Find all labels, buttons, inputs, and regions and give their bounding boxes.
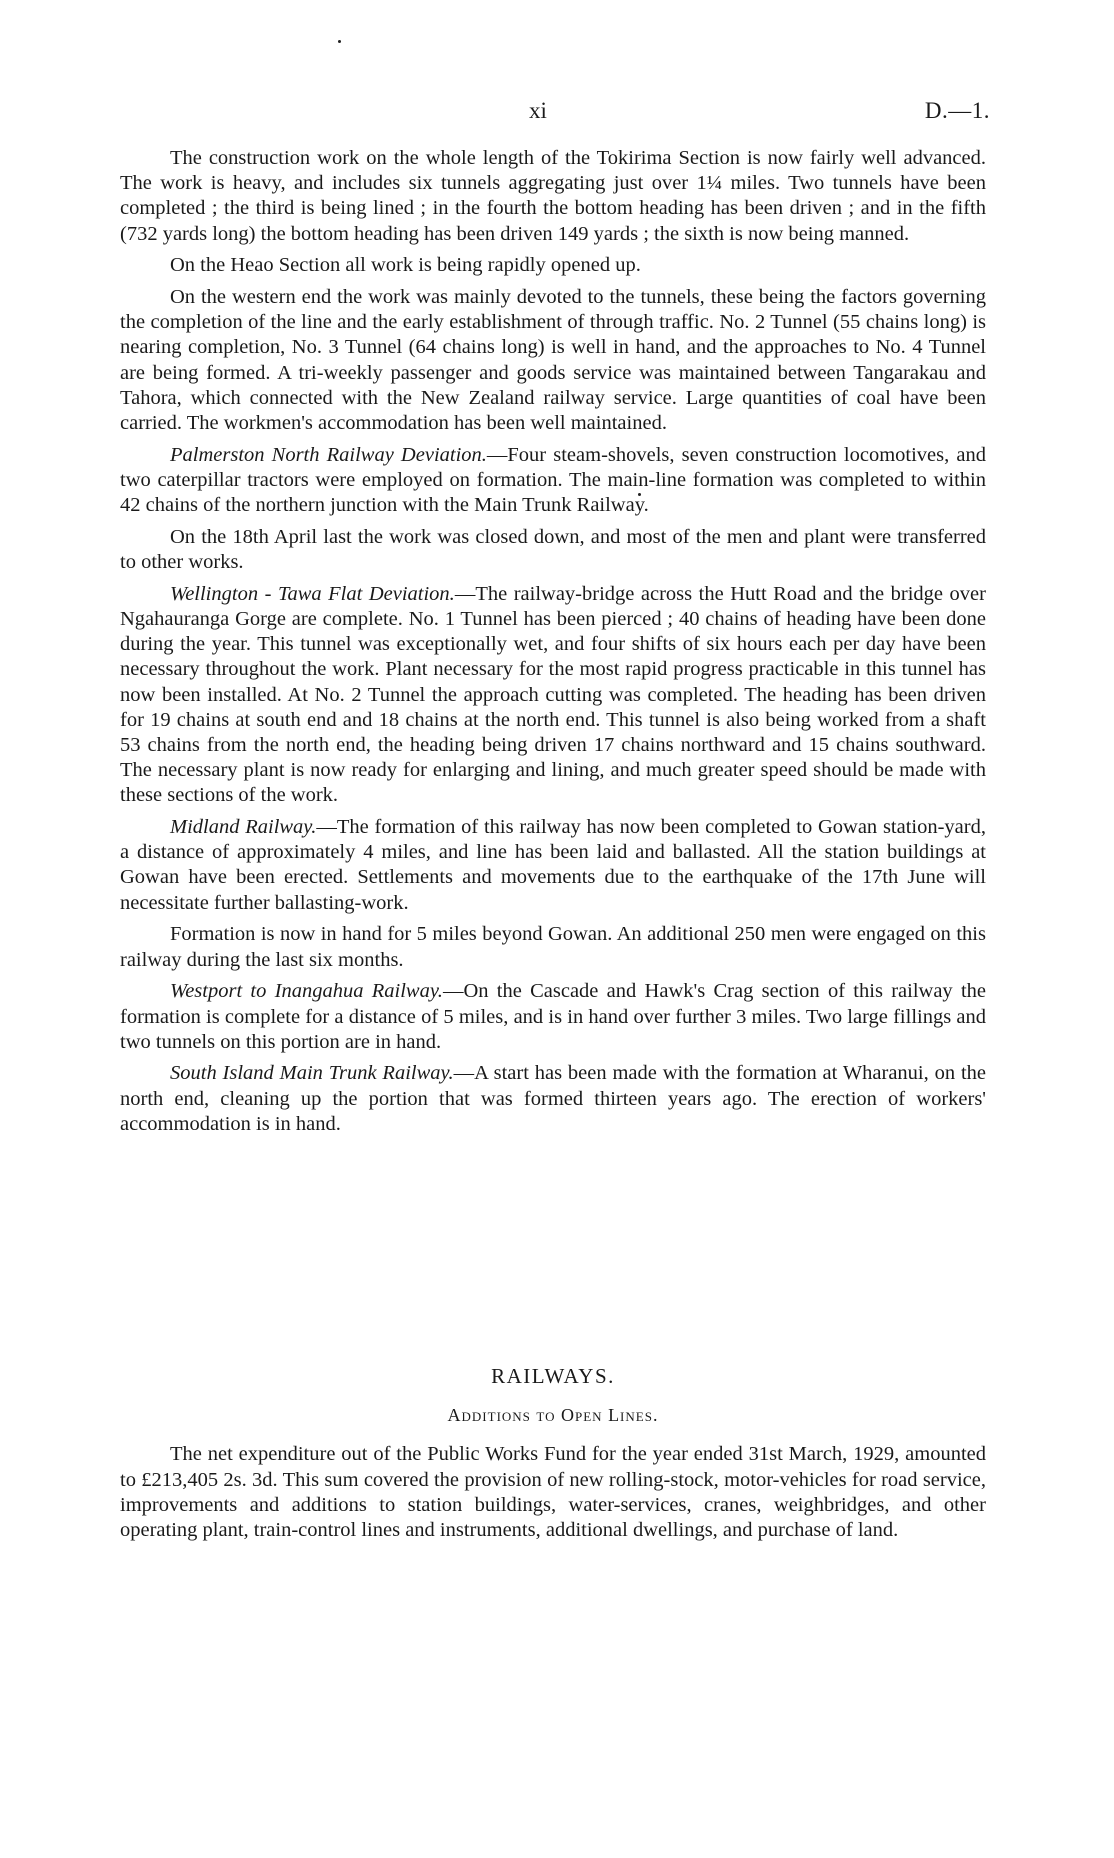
- paragraph-text: On the Heao Section all work is being rapidly opened up.: [170, 254, 641, 277]
- paragraph: [120, 285, 986, 436]
- paragraph-text: —The formation of this railway has now been completed to Gowan station-yard, a distance of approximately 4 miles, and line has been laid and ballasted. All the station buildings at Gowan have been erected. Settlements and movements due to the earthquake of the 17th June will necessitate further ballasting-work.: [120, 816, 986, 914]
- paragraph: [120, 146, 986, 247]
- page-number: xi: [529, 98, 547, 123]
- paragraph-text: On the western end the work was mainly devoted to the tunnels, these being the factors governing the completion of the line and the early establishment of through traffic. No. 2 Tunnel (55 chains long) is nearing completion, No. 3 Tunnel (64 chains long) is well in hand, and the approaches to No. 4 Tunnel are being formed. A tri-weekly passenger and goods service was maintained between Tangarakau and Tahora, which connected with the New Zealand railway service. Large quantities of coal have been carried. The workmen's accommodation has been well maintained.: [120, 286, 986, 435]
- paragraph-heading: South Island Main Trunk Railway.: [170, 1062, 454, 1085]
- paragraph: [120, 815, 986, 916]
- paragraph-text: —Four steam-shovels, seven construction locomotives, and two caterpillar tractors were employed on formation. The main-line formation was completed to within 42 chains of the northern junction with the Main Trunk Railway.: [120, 443, 986, 517]
- paragraph: [120, 253, 986, 278]
- railways-section: [120, 1364, 986, 1543]
- paragraph-text: —On the Cascade and Hawk's Crag section of this railway the formation is complete for a distance of 5 miles, and is in hand over further 3 miles. Two large fillings and two tunnels on this portion are in hand.: [120, 980, 986, 1053]
- paragraph: [120, 525, 986, 575]
- section-paragraph: The net expenditure out of the Public Works Fund for the year ended 31st March, 1929, amounted to £213,405 2s. 3d. This sum covered the provision of new rolling-stock, motor-vehicles for road service, improvements and additions to station buildings, water-services, cranes, weighbridges, and other operating plant, train-control lines and instruments, additional dwellings, and purchase of land.: [120, 1443, 986, 1542]
- paragraph: [120, 922, 986, 972]
- paragraph: [120, 582, 986, 809]
- paragraph: [120, 1061, 986, 1137]
- paragraph-text: On the 18th April last the work was closed down, and most of the men and plant were transferred to other works.: [120, 525, 986, 574]
- paragraph: [120, 979, 986, 1055]
- section-subtitle: Additions to Open Lines.: [447, 1405, 659, 1426]
- paragraph-text: Formation is now in hand for 5 miles beyond Gowan. An additional 250 men were engaged on this railway during the last six months.: [120, 923, 986, 971]
- document-reference: D.—1.: [924, 98, 990, 123]
- body-text: [120, 146, 986, 1144]
- section-title: RAILWAYS.: [491, 1364, 615, 1388]
- paragraph: [120, 443, 986, 519]
- paragraph-heading: Wellington - Tawa Flat Deviation.: [170, 582, 455, 605]
- paragraph-heading: Westport to Inangahua Railway.: [170, 980, 443, 1003]
- paragraph-heading: Palmerston North Railway Deviation.: [170, 443, 487, 466]
- paragraph-heading: Midland Railway.: [170, 816, 317, 839]
- ink-speck: [338, 40, 341, 43]
- page-header: [0, 98, 1114, 128]
- paragraph-text: —A start has been made with the formation at Wharanui, on the north end, cleaning up the portion that was formed thirteen years ago. The erection of workers' accommodation is in hand.: [120, 1062, 986, 1135]
- paragraph-text: —The railway-bridge across the Hutt Road and the bridge over Ngahauranga Gorge are complete. No. 1 Tunnel has been pierced ; 40 chains of heading have been done during the year. This tunnel was exceptionally wet, and four shifts of six hours each per day have been necessary throughout the work. Plant necessary for the most rapid progress practicable in this tunnel has now been installed. At No. 2 Tunnel the approach cutting was completed. The heading has been driven for 19 chains at south end and 18 chains at the north end. This tunnel is also being worked from a shaft 53 chains from the north end, the heading being driven 17 chains northward and 15 chains southward. The necessary plant is now ready for enlarging and lining, and much greater speed should be made with these sections of the work.: [120, 582, 986, 807]
- paragraph-text: The construction work on the whole length of the Tokirima Section is now fairly well advanced. The work is heavy, and includes six tunnels aggregating just over 1¼ miles. Two tunnels have been completed ; the third is being lined ; in the fourth the bottom heading has been driven ; and in the fifth (732 yards long) the bottom heading has been driven 149 yards ; the sixth is now being manned.: [120, 147, 986, 245]
